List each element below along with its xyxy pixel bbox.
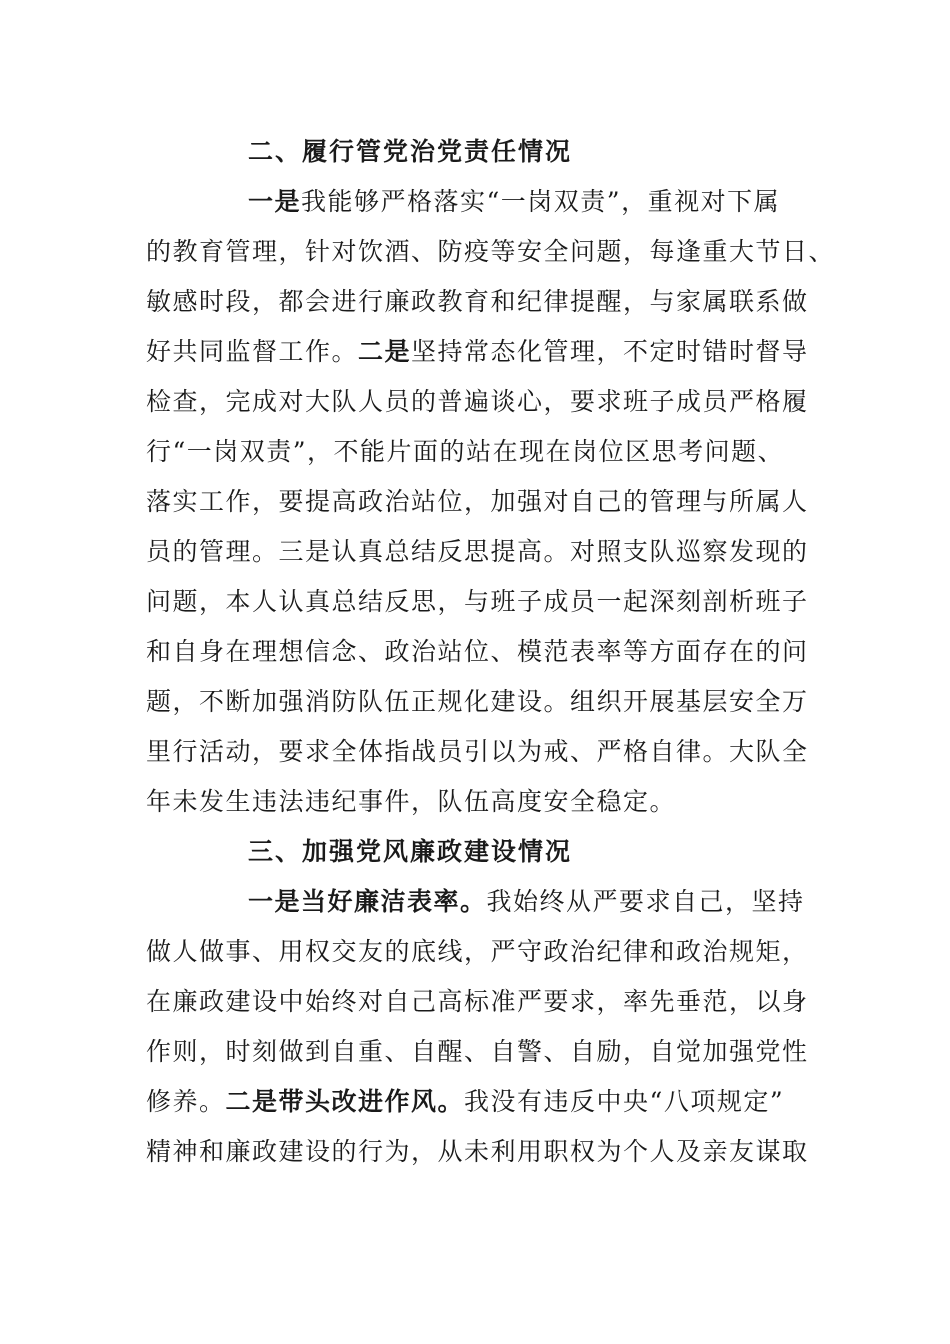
body-text: 好共同监督工作。 (146, 337, 359, 366)
body-text: 我能够严格落实“一岗双责”，重视对下属 (301, 187, 781, 216)
paragraph-line: 检查，完成对大队人员的普遍谈心，要求班子成员严格履 (146, 387, 809, 416)
paragraph-line: 精神和廉政建设的行为，从未利用职权为个人及亲友谋取 (146, 1137, 809, 1166)
emphasis-text: 一是当好廉洁表率。 (248, 887, 487, 916)
body-text: 坚持常态化管理，不定时错时督导 (411, 337, 809, 366)
paragraph-line: 问题，本人认真总结反思，与班子成员一起深刻剖析班子 (146, 587, 809, 616)
paragraph-line: 的教育管理，针对饮酒、防疫等安全问题，每逢重大节日、 (146, 237, 836, 266)
paragraph-line: 题，不断加强消防队伍正规化建设。组织开展基层安全万 (146, 687, 809, 716)
paragraph-line: 落实工作，要提高政治站位，加强对自己的管理与所属人 (146, 487, 809, 516)
paragraph-line: 行“一岗双责”，不能片面的站在现在岗位区思考问题、 (146, 437, 785, 466)
paragraph-line (146, 1087, 806, 1117)
emphasis-text: 一是 (248, 187, 302, 216)
paragraph-line: 里行活动，要求全体指战员引以为戒、严格自律。大队全 (146, 737, 809, 766)
body-text: 修养。 (146, 1087, 226, 1116)
body-text: 我没有违反中央“八项规定” (464, 1087, 785, 1116)
paragraph-line: 作则，时刻做到自重、自醒、自警、自励，自觉加强党性 (146, 1037, 809, 1066)
paragraph-line: 在廉政建设中始终对自己高标准严要求，率先垂范，以身 (146, 987, 809, 1016)
emphasis-text: 二是 (358, 337, 412, 366)
paragraph-line (248, 187, 908, 217)
paragraph-line: 年未发生违法违纪事件，队伍高度安全稳定。 (146, 787, 677, 816)
paragraph-line: 和自身在理想信念、政治站位、模范表率等方面存在的问 (146, 637, 809, 666)
paragraph-line: 员的管理。三是认真总结反思提高。对照支队巡察发现的 (146, 537, 809, 566)
section-3-heading: 三、加强党风廉政建设情况 (248, 837, 573, 866)
paragraph-line: 敏感时段，都会进行廉政教育和纪律提醒，与家属联系做 (146, 287, 809, 316)
paragraph-line: 做人做事、用权交友的底线，严守政治纪律和政治规矩， (146, 937, 809, 966)
paragraph-line (146, 337, 809, 367)
section-2-heading: 二、履行管党治党责任情况 (248, 137, 573, 166)
emphasis-text: 二是带头改进作风。 (225, 1087, 465, 1116)
paragraph-line (248, 887, 908, 917)
body-text: 我始终从严要求自己，坚持 (486, 887, 805, 916)
